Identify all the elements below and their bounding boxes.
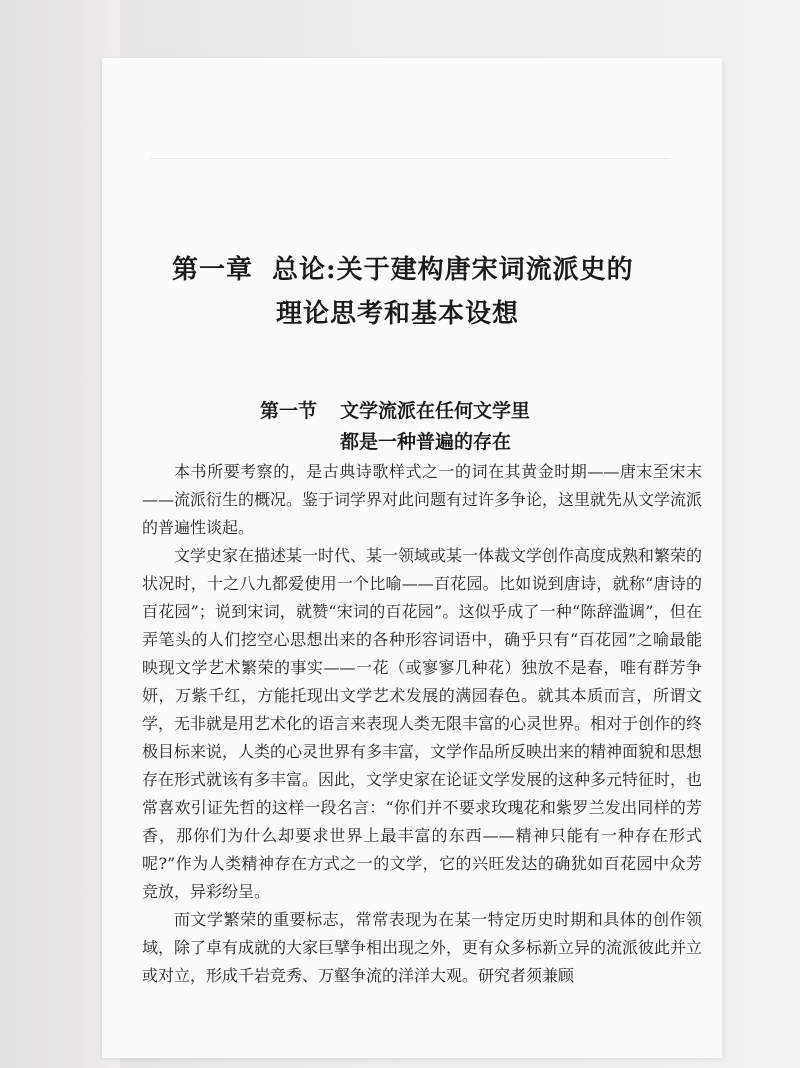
section-heading [260,396,700,458]
paragraph: 文学史家在描述某一时代、某一领域或某一体裁文学创作高度成熟和繁荣的状况时，十之八九都爱使用一个比喻——百花园。比如说到唐诗，就称“唐诗的百花园”；说到宋词，就赞“宋词的百花园”。这似乎成了一种“陈辞滥调”，但在弄笔头的人们挖空心思想出来的各种形容词语中，确乎只有“百花园”之喻最能映现文学艺术繁荣的事实——一花（或寥寥几种花）独放不是春，唯有群芳争妍，万紫千红，方能托现出文学艺术发展的满园春色。就其本质而言，所谓文学，无非就是用艺术化的语言来表现人类无限丰富的心灵世界。相对于创作的终极目标来说，人类的心灵世界有多丰富，文学作品所反映出来的精神面貌和思想存在形式就该有多丰富。因此，文学史家在论证文学发展的这种多元特征时，也常喜欢引证先哲的这样一段名言：“你们并不要求玫瑰花和紫罗兰发出同样的芳香，那你们为什么却要求世界上最丰富的东西——精神只能有一种存在形式呢?”作为人类精神存在方式之一的文学，它的兴旺发达的确犹如百花园中众芳竞放，异彩纷呈。 [142,546,703,901]
section-title-line-2: 都是一种普遍的存在 [340,431,512,453]
chapter-label: 第一章 [172,255,254,285]
body-text [142,458,702,990]
section-label: 第一节 [260,400,318,422]
paragraph: 本书所要考察的，是古典诗歌样式之一的词在其黄金时期——唐末至宋末——流派衍生的概况。鉴于词学界对此问题有过许多争论，这里就先从文学流派的普遍性谈起。 [142,462,703,537]
book-page [102,58,722,1058]
chapter-title-line-1: 总论:关于建构唐宋词流派史的 [272,255,634,285]
paragraph: 而文学繁荣的重要标志，常常表现为在某一特定历史时期和具体的创作领域，除了卓有成就的大家巨擘争相出现之外，更有众多标新立异的流派彼此并立或对立，形成千岩竞秀、万壑争流的洋洋大观。研究者须兼顾 [142,910,703,985]
chapter-title-line-2: 理论思考和基本设想 [276,299,520,329]
chapter-heading [172,248,692,336]
show-through-header-rule [150,158,670,159]
section-title-line-1: 文学流派在任何文学里 [340,400,531,422]
